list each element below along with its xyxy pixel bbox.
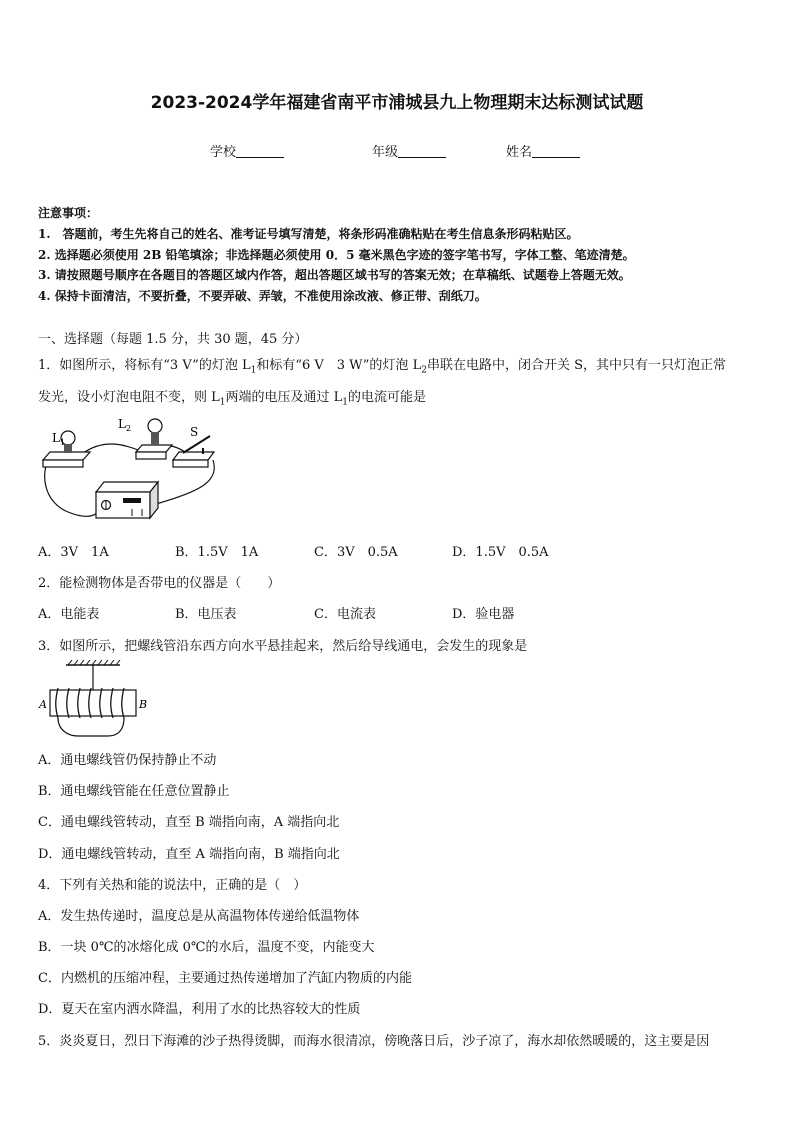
q4-option-d: D．夏天在室内洒水降温，利用了水的比热容较大的性质 — [38, 1002, 361, 1017]
name-label: 姓名 — [506, 145, 533, 160]
q3-option-a: A．通电螺线管仍保持静止不动 — [38, 753, 217, 768]
grade-blank — [398, 145, 446, 158]
q1-text-part: 串联在电路中，闭合开关 S，其中只有一只灯泡正常 — [426, 358, 726, 373]
q3-option-c: C．通电螺线管转动，直至 B 端指向南，A 端指向北 — [38, 815, 340, 830]
label-l1: $L_1$ — [52, 431, 66, 447]
name-blank — [532, 145, 580, 158]
q2-text: 2．能检测物体是否带电的仪器是（ ） — [38, 576, 281, 591]
q2-option-b: B．电压表 — [175, 607, 237, 622]
q1-text-part: 的电流可能是 — [348, 390, 427, 405]
q1-subscript: 2 — [421, 365, 427, 376]
circuit-figure — [38, 412, 218, 527]
school-field — [210, 141, 284, 160]
q1-line-2 — [38, 386, 426, 408]
q1-line-1 — [38, 354, 726, 376]
q1-text-part: 和标有“6 V 3 W”的灯泡 L — [256, 358, 422, 373]
label-l2: $L_2$ — [118, 417, 132, 433]
grade-label: 年级 — [372, 145, 399, 160]
school-blank — [236, 145, 284, 158]
q4-option-a: A．发生热传递时，温度总是从高温物体传递给低温物体 — [38, 909, 360, 924]
notice-item-4: 4. 保持卡面清洁，不要折叠，不要弄破、弄皱，不准使用涂改液、修正带、刮纸刀。 — [38, 289, 487, 303]
notice-item-3: 3. 请按照题号顺序在各题目的答题区域内作答，超出答题区域书写的答案无效；在草稿纸、试题卷上答题无效。 — [38, 268, 631, 282]
q1-text-part: 两端的电压及通过 L — [225, 390, 343, 405]
q1-option-c: C．3V 0.5A — [314, 545, 398, 560]
q3-text: 3．如图所示，把螺线管沿东西方向水平悬挂起来，然后给导线通电，会发生的现象是 — [38, 639, 528, 654]
q4-option-b: B．一块 0℃的冰熔化成 0℃的水后，温度不变，内能变大 — [38, 940, 375, 955]
solenoid-figure — [38, 660, 158, 740]
section-heading: 一、选择题（每题 1.5 分，共 30 题，45 分） — [38, 332, 308, 347]
notice-item-1: 1. 答题前，考生先将自己的姓名、准考证号填写清楚，将条形码准确粘贴在考生信息条形码粘贴区。 — [38, 227, 579, 241]
label-b: B — [139, 698, 148, 711]
q1-subscript: 1 — [342, 397, 348, 408]
label-a: A — [39, 698, 47, 711]
q3-option-b: B．通电螺线管能在任意位置静止 — [38, 784, 230, 799]
q2-option-d: D．验电器 — [452, 607, 515, 622]
q1-text-part: 1．如图所示，将标有“3 V”的灯泡 L — [38, 358, 251, 373]
notice-heading: 注意事项： — [38, 206, 99, 220]
page-title: 2023-2024学年福建省南平市浦城县九上物理期末达标测试试题 — [150, 93, 644, 113]
q1-text-part: 发光，设小灯泡电阻不变，则 L — [38, 390, 220, 405]
name-field — [506, 141, 580, 160]
q1-subscript: 1 — [250, 365, 257, 376]
notice-item-2: 2. 选择题必须使用 2B 铅笔填涂；非选择题必须使用 0．5 毫米黑色字迹的签字笔书写，字体工整、笔迹清楚。 — [38, 248, 635, 262]
q1-option-d: D．1.5V 0.5A — [452, 545, 549, 560]
q2-option-c: C．电流表 — [314, 607, 376, 622]
q1-option-a: A．3V 1A — [38, 545, 109, 560]
q1-subscript: 1 — [219, 397, 226, 408]
q3-option-d: D．通电螺线管转动，直至 A 端指向南，B 端指向北 — [38, 847, 340, 862]
school-label: 学校 — [210, 145, 237, 160]
q5-text: 5．炎炎夏日，烈日下海滩的沙子热得烫脚，而海水很清凉，傍晚落日后，沙子凉了，海水却依然暖暖的，这主要是因 — [38, 1034, 710, 1049]
q4-text: 4．下列有关热和能的说法中，正确的是（ ） — [38, 878, 307, 893]
label-s: S — [190, 425, 199, 439]
q2-option-a: A．电能表 — [38, 607, 100, 622]
q4-option-c: C．内燃机的压缩冲程，主要通过热传递增加了汽缸内物质的内能 — [38, 971, 412, 986]
q1-option-b: B．1.5V 1A — [175, 545, 259, 560]
grade-field — [372, 141, 446, 160]
